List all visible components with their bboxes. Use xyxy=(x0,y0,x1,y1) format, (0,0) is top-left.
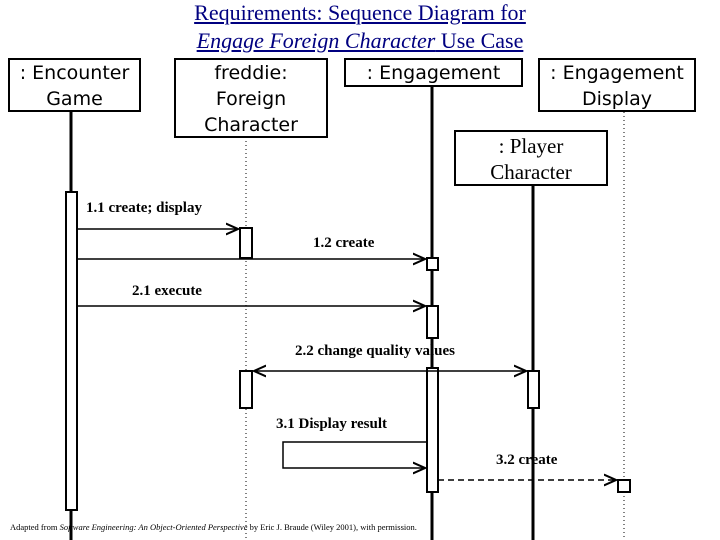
object-label-line: : Engagement xyxy=(366,62,501,84)
arrow-3-1 xyxy=(283,442,427,468)
object-label-line: : Engagement xyxy=(550,62,684,84)
object-engagement xyxy=(344,58,523,87)
credit-suffix: by Eric J. Braude (Wiley 2001), with permission. xyxy=(247,522,417,532)
object-player-character xyxy=(454,130,608,186)
activation-engagement-1 xyxy=(427,306,438,338)
credit-book-title: Software Engineering: An Object-Oriented Perspective xyxy=(59,522,248,532)
object-label-line: : Player xyxy=(498,134,564,158)
activation-freddie-1 xyxy=(240,228,252,258)
message-label-2-2: 2.2 change quality values xyxy=(295,343,456,359)
object-label-line: freddie: xyxy=(214,62,288,84)
message-label-3-1: 3.1 Display result xyxy=(276,416,387,432)
message-label-1-2: 1.2 create xyxy=(313,235,375,251)
object-encounter-game xyxy=(8,58,141,112)
activation-encounter-game xyxy=(66,192,77,510)
use-case-name: Engage Foreign Character xyxy=(196,28,436,53)
source-credit xyxy=(10,522,417,532)
object-label-line: Character xyxy=(204,114,298,136)
object-engagement-display xyxy=(538,58,696,112)
display-created-marker xyxy=(618,480,630,492)
engagement-created-marker xyxy=(427,258,438,270)
object-label-line: : Encounter xyxy=(19,62,130,84)
message-label-1-1: 1.1 create; display xyxy=(86,200,202,216)
message-label-2-1: 2.1 execute xyxy=(132,283,202,299)
activation-player-character xyxy=(528,371,539,408)
credit-prefix: Adapted from xyxy=(10,522,60,532)
object-label-line: Display xyxy=(581,88,653,110)
message-label-3-2: 3.2 create xyxy=(496,452,558,468)
object-label-line: Character xyxy=(490,160,572,184)
diagram-title-line1: Requirements: Sequence Diagram for xyxy=(194,0,526,25)
object-freddie-foreign-character xyxy=(174,58,328,138)
object-label-line: Game xyxy=(46,88,103,110)
object-label-line: Foreign xyxy=(215,88,287,110)
activation-engagement-2 xyxy=(427,368,438,492)
activation-freddie-2 xyxy=(240,371,252,408)
title-suffix: Use Case xyxy=(435,28,524,53)
